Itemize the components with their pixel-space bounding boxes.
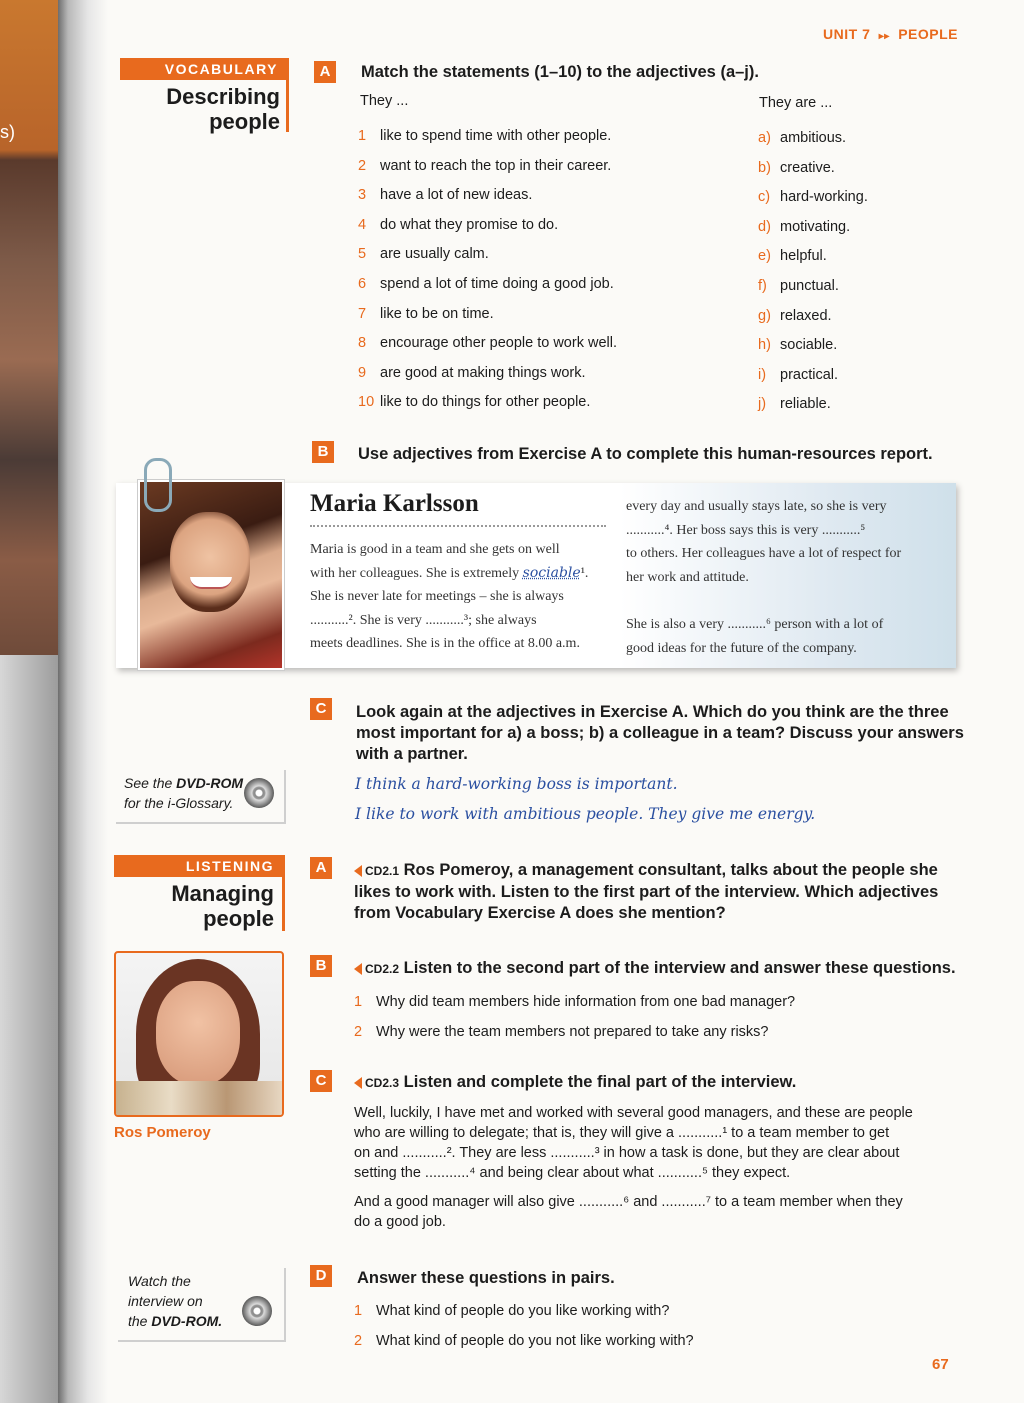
adjectives-list [758, 124, 958, 420]
question-row [354, 1018, 795, 1048]
dvd-note-bold: DVD-ROM. [151, 1313, 223, 1329]
item-text: have a lot of new ideas. [380, 187, 533, 204]
they-header: They ... [360, 93, 409, 109]
item-text: Why did team members hide information from one bad manager? [376, 994, 796, 1010]
instruction-text: Listen to the second part of the interview and answer these questions. [403, 959, 956, 977]
question-row [354, 1297, 694, 1327]
item-number: 4 [358, 216, 367, 233]
handwritten-example-1: I think a hard-working boss is important. [355, 775, 678, 793]
item-number: 5 [358, 246, 367, 263]
report-line: She is never late for meetings – she is always [310, 589, 564, 604]
item-text: motivating. [780, 218, 851, 235]
vocabulary-title [120, 84, 280, 134]
dvd-note-bold: DVD-ROM [176, 775, 244, 791]
dvd-note-line1: Watch the [128, 1273, 191, 1289]
dvd-watch-note [118, 1268, 286, 1342]
exercise-c-instruction [356, 702, 966, 765]
item-text: practical. [780, 366, 839, 383]
audio-speaker-icon[interactable] [354, 1077, 362, 1089]
item-text: like to spend time with other people. [380, 128, 612, 144]
statement-row [358, 152, 738, 182]
statement-row [358, 211, 738, 241]
dvd-note-text: See the [124, 775, 177, 791]
report-line: every day and usually stays late, so she is very [626, 499, 887, 514]
transcript-line: on and ...........². They are less ...........³ in how a task is done, but they are clear about [354, 1145, 900, 1161]
report-line: good ideas for the future of the company. [626, 640, 857, 656]
adjective-row [758, 242, 958, 272]
item-text: sociable. [780, 337, 838, 354]
item-number: b) [758, 159, 771, 176]
question-row [354, 988, 795, 1018]
listening-title-line1: Managing [171, 881, 274, 906]
listening-a-letter: A [310, 857, 332, 879]
dvd-disc-icon [244, 778, 274, 808]
item-number: j) [758, 396, 767, 413]
transcript-line: setting the ...........⁴ and being clear about what ...........⁵ they expect. [354, 1165, 791, 1181]
side-strip-text: s) [0, 122, 15, 142]
cd-track: CD2.3 [365, 1076, 400, 1090]
unit-header [823, 26, 958, 42]
adjective-row [758, 213, 958, 243]
report-line: to others. Her colleagues have a lot of respect for [626, 546, 902, 561]
listening-title-line2: people [203, 906, 274, 931]
statement-row [358, 329, 738, 359]
adjective-row [758, 183, 958, 213]
report-line: Maria is good in a team and she gets on well [310, 542, 560, 557]
adjective-row [758, 361, 958, 391]
listening-b-letter: B [310, 955, 332, 977]
exercise-c-letter: C [310, 698, 332, 720]
transcript-line: And a good manager will also give ...........⁶ and ...........⁷ to a team member when they [354, 1194, 903, 1210]
exercise-a-instruction: Match the statements (1–10) to the adjectives (a–j). [361, 63, 759, 81]
report-column-1 [310, 538, 610, 656]
page-number: 67 [932, 1356, 949, 1373]
handwritten-example-2: I like to work with ambitious people. They give me energy. [355, 805, 816, 823]
transcript-line: who are willing to delegate; that is, they will give a ...........¹ to a team member to get [354, 1125, 890, 1141]
item-number: 1 [354, 994, 363, 1010]
interview-transcript [354, 1103, 954, 1232]
photo-caption: Ros Pomeroy [114, 1124, 211, 1141]
statement-row [358, 359, 738, 389]
report-text: with her colleagues. She is extremely [310, 565, 523, 581]
item-text: creative. [780, 159, 835, 176]
adjective-row [758, 331, 958, 361]
item-number: 8 [358, 335, 367, 352]
item-number: 7 [358, 305, 367, 322]
arrow-icon: ▸▸ [878, 31, 890, 42]
statement-row [358, 270, 738, 300]
transcript-line: Well, luckily, I have met and worked with several good managers, and these are people [354, 1105, 913, 1121]
item-text: like to do things for other people. [380, 394, 591, 411]
item-text: relaxed. [780, 307, 832, 324]
item-number: 3 [358, 187, 367, 204]
item-text: are good at making things work. [380, 364, 586, 381]
item-text: are usually calm. [380, 246, 489, 263]
report-line: ...........². She is very ...........³; she always [310, 612, 537, 628]
dvd-rom-note [116, 770, 286, 824]
item-text: punctual. [780, 277, 839, 294]
cd-track: CD2.2 [365, 962, 400, 976]
statement-row [358, 122, 738, 152]
instruction-line: from Vocabulary Exercise A does she mention? [354, 904, 726, 922]
audio-speaker-icon[interactable] [354, 963, 362, 975]
instruction-line: Look again at the adjectives in Exercise A. Which do you think are the three [356, 703, 949, 721]
item-number: 2 [354, 1332, 363, 1349]
item-number: e) [758, 248, 771, 265]
listening-d-questions [354, 1297, 694, 1356]
report-text: ¹. [580, 565, 589, 581]
item-number: g) [758, 307, 771, 324]
side-photo-strip [0, 0, 58, 655]
item-number: 10 [358, 394, 375, 411]
item-text: ambitious. [780, 130, 847, 146]
statement-row [358, 388, 738, 418]
adjective-row [758, 390, 958, 420]
item-text: like to be on time. [380, 305, 494, 322]
item-text: reliable. [780, 396, 831, 413]
question-row [354, 1327, 694, 1357]
item-text: helpful. [780, 248, 827, 265]
vocabulary-title-line2: people [209, 109, 280, 134]
adjective-row [758, 124, 958, 154]
item-number: 2 [354, 1023, 363, 1040]
unit-section: PEOPLE [898, 26, 958, 42]
they-are-header: They are ... [759, 95, 833, 111]
instruction-line: with a partner. [356, 745, 468, 763]
cd-track: CD2.1 [365, 864, 400, 878]
dvd-note-line2: for the i-Glossary. [124, 795, 234, 811]
unit-label: UNIT 7 [823, 26, 871, 42]
item-number: i) [758, 366, 767, 383]
item-text: want to reach the top in their career. [380, 157, 612, 174]
ros-pomeroy-photo [114, 951, 284, 1117]
paperclip-icon [144, 458, 172, 512]
item-number: c) [758, 189, 771, 206]
report-line: her work and attitude. [626, 569, 749, 585]
item-number: a) [758, 130, 771, 146]
item-number: h) [758, 337, 771, 354]
listening-d-instruction: Answer these questions in pairs. [357, 1269, 615, 1287]
exercise-b-letter: B [312, 441, 334, 463]
listening-bar [282, 855, 285, 931]
instruction-line: most important for a) a boss; b) a colleague in a team? Discuss your answers [356, 724, 964, 742]
vocabulary-bar [286, 58, 289, 132]
adjective-row [758, 302, 958, 332]
instruction-line: likes to work with. Listen to the first part of the interview. Which adjectives [354, 883, 939, 901]
item-text: What kind of people do you not like working with? [376, 1332, 694, 1349]
item-number: d) [758, 218, 771, 235]
listening-tag: LISTENING [114, 855, 284, 877]
adjective-row [758, 154, 958, 184]
dvd-disc-icon [242, 1296, 272, 1326]
item-text: Why were the team members not prepared to take any risks? [376, 1023, 769, 1040]
listening-title [114, 881, 274, 931]
item-text: encourage other people to work well. [380, 335, 617, 352]
instruction-line [354, 860, 964, 882]
listening-a-instruction [354, 860, 964, 924]
statement-row [358, 300, 738, 330]
statements-list [358, 122, 738, 418]
listening-b-questions [354, 988, 795, 1047]
adjective-row [758, 272, 958, 302]
listening-b-instruction [354, 958, 956, 980]
instruction-text: Ros Pomeroy, a management consultant, talks about the people she [403, 861, 938, 879]
transcript-line: do a good job. [354, 1214, 446, 1230]
item-number: 6 [358, 275, 367, 292]
vocabulary-title-line1: Describing [166, 84, 280, 109]
dvd-note-line2: interview on [128, 1293, 203, 1309]
item-text: What kind of people do you like working with? [376, 1303, 670, 1319]
item-text: do what they promise to do. [380, 216, 559, 233]
page-edge [0, 655, 58, 1403]
report-name-divider [310, 525, 606, 527]
exercise-a-letter: A [314, 61, 336, 83]
listening-d-letter: D [310, 1265, 332, 1287]
item-number: f) [758, 277, 767, 294]
report-line [310, 562, 610, 586]
item-text: hard-working. [780, 189, 868, 206]
item-number: 2 [358, 157, 367, 174]
instruction-text: Listen and complete the final part of the interview. [403, 1073, 797, 1091]
item-number: 9 [358, 364, 367, 381]
exercise-b-instruction: Use adjectives from Exercise A to complete this human-resources report. [358, 445, 933, 463]
statement-row [358, 181, 738, 211]
report-line: She is also a very ...........⁶ person with a lot of [626, 617, 884, 632]
handwritten-answer: sociable [522, 564, 581, 581]
book-spine-shadow [58, 0, 108, 1403]
statement-row [358, 240, 738, 270]
dvd-note-text: the [128, 1313, 152, 1329]
listening-c-letter: C [310, 1070, 332, 1092]
vocabulary-tag: VOCABULARY [120, 58, 288, 80]
listening-c-instruction [354, 1072, 796, 1094]
item-number: 1 [358, 128, 367, 144]
item-text: spend a lot of time doing a good job. [380, 275, 614, 292]
report-line: meets deadlines. She is in the office at 8.00 a.m. [310, 636, 580, 651]
item-number: 1 [354, 1303, 363, 1319]
audio-speaker-icon[interactable] [354, 865, 362, 877]
report-name: Maria Karlsson [310, 490, 479, 517]
report-column-2 [626, 495, 936, 660]
report-line: ...........⁴. Her boss says this is very ...........⁵ [626, 522, 866, 538]
